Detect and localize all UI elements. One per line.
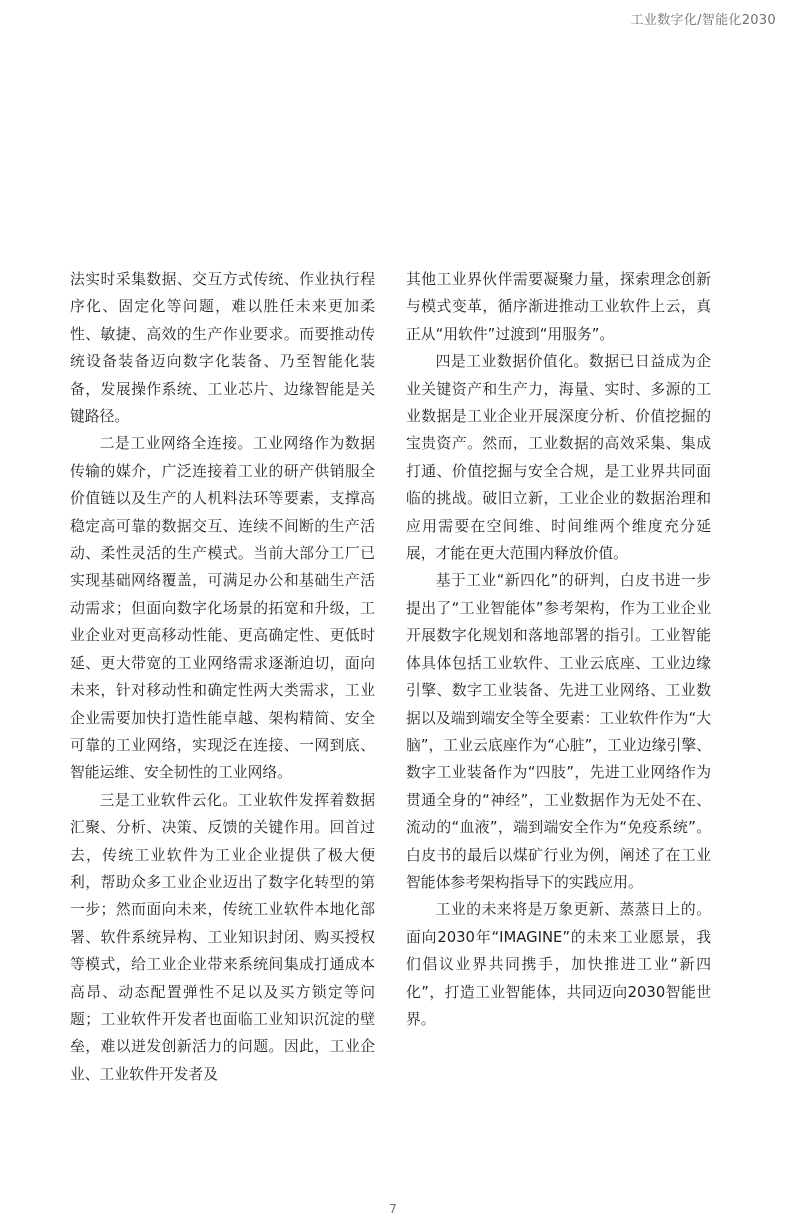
- left-column: [70, 266, 375, 1088]
- page-number: 7: [389, 1202, 397, 1216]
- paragraph-continuation: 法实时采集数据、交互方式传统、作业执行程序化、固定化等问题，难以胜任未来更加柔性、敏捷、高效的生产作业要求。而要推动传统设备装备迈向数字化装备、乃至智能化装备，发展操作系统、工业芯片、边缘智能是关键路径。: [70, 271, 375, 426]
- paragraph-future-vision: 工业的未来将是万象更新、蒸蒸日上的。面向2030年“IMAGINE”的未来工业愿景，我们倡议业界共同携手，加快推进工业“新四化”，打造工业智能体，共同迈向2030智能世界。: [406, 901, 711, 1028]
- running-header: 工业数字化/智能化2030: [630, 13, 776, 28]
- paragraph-continuation: 其他工业界伙伴需要凝聚力量，探索理念创新与模式变革，循序渐进推动工业软件上云，真正从“用软件”过渡到“用服务”。: [406, 271, 711, 343]
- paragraph-industrial-data: 四是工业数据价值化。数据已日益成为企业关键资产和生产力，海量、实时、多源的工业数据是工业企业开展深度分析、价值挖掘的宝贵资产。然而，工业数据的高效采集、集成打通、价值挖掘与安全合规，是工业界共同面临的挑战。破旧立新，工业企业的数据治理和应用需要在空间维、时间维两个维度充分延展，才能在更大范围内释放价值。: [406, 353, 711, 563]
- paragraph-industrial-software: 三是工业软件云化。工业软件发挥着数据汇聚、分析、决策、反馈的关键作用。回首过去，传统工业软件为工业企业提供了极大便利，帮助众多工业企业迈出了数字化转型的第一步；然而面向未来，传统工业软件本地化部署、软件系统异构、工业知识封闭、购买授权等模式，给工业企业带来系统间集成打通成本高昂、动态配置弹性不足以及买方锁定等问题；工业软件开发者也面临工业知识沉淀的壁垒，难以迸发创新活力的问题。因此，工业企业、工业软件开发者及: [70, 791, 375, 1083]
- paragraph-industrial-network: 二是工业网络全连接。工业网络作为数据传输的媒介，广泛连接着工业的研产供销服全价值链以及生产的人机料法环等要素，支撑高稳定高可靠的数据交互、连续不间断的生产活动、柔性灵活的生产模式。当前大部分工厂已实现基础网络覆盖，可满足办公和基础生产活动需求；但面向数字化场景的拓宽和升级，工业企业对更高移动性能、更高确定性、更低时延、更大带宽的工业网络需求逐渐迫切，面向未来，针对移动性和确定性两大类需求，工业企业需要加快打造性能卓越、架构精简、安全可靠的工业网络，实现泛在连接、一网到底、智能运维、安全韧性的工业网络。: [70, 435, 375, 782]
- right-column: [406, 266, 711, 1033]
- paragraph-industrial-agent: 基于工业“新四化”的研判，白皮书进一步提出了“工业智能体”参考架构，作为工业企业开展数字化规划和落地部署的指引。工业智能体具体包括工业软件、工业云底座、工业边缘引擎、数字工业装备、先进工业网络、工业数据以及端到端安全等全要素：工业软件作为“大脑”，工业云底座作为“心脏”，工业边缘引擎、数字工业装备作为“四肢”，先进工业网络作为贯通全身的“神经”，工业数据作为无处不在、流动的“血液”，端到端安全作为“免疫系统”。白皮书的最后以煤矿行业为例，阐述了在工业智能体参考架构指导下的实践应用。: [406, 572, 711, 891]
